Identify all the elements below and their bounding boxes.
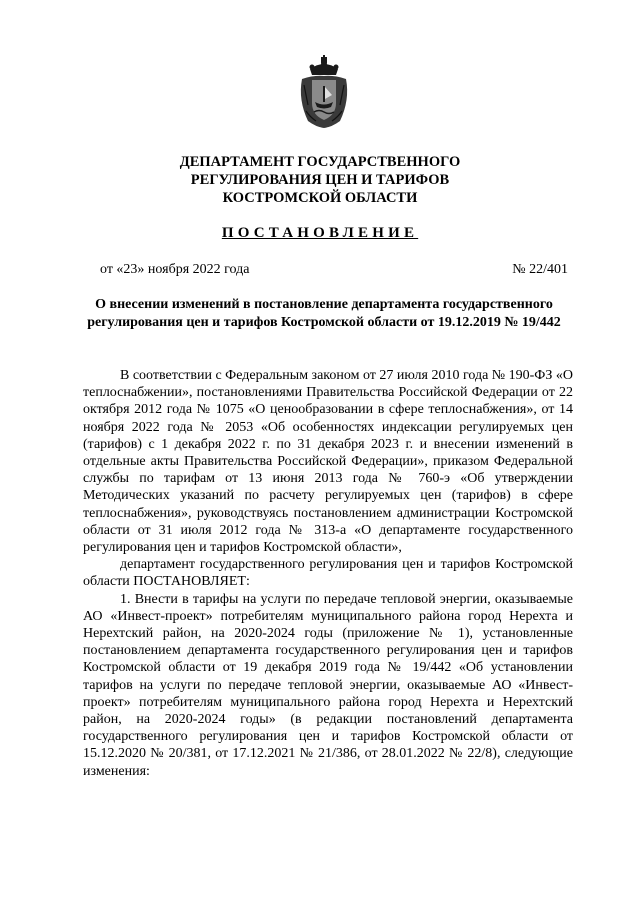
document-type-label: ПОСТАНОВЛЕНИЕ <box>221 225 419 241</box>
body-paragraph-3: 1. Внести в тарифы на услуги по передаче тепловой энергии, оказываемые АО «Инвест-проект» потребителям муниципального района город Нерехта и Нерехтский район, на 2020-2024 годы (приложение № 1), установленные постановлением департамента государственного регулирования цен и тарифов Костромской области от 19 декабря 2019 года № 19/442 «Об установлении тарифов на услуги по передаче тепловой энергии, оказываемые АО «Инвест-проект» потребителям муниципального района город Нерехта и Нерехтский район, на 2020-2024 годы» (в редакции постановлений департамента государственного регулирования цен и тарифов Костромской области от 15.12.2020 № 20/381, от 17.12.2021 № 21/386, от 28.01.2022 № 22/8), следующие изменения: <box>83 591 573 779</box>
header-line-2: РЕГУЛИРОВАНИЯ ЦЕН И ТАРИФОВ <box>190 172 450 188</box>
body-paragraph-1: В соответствии с Федеральным законом от 27 июля 2010 года № 190-ФЗ «О теплоснабжении», постановлениями Правительства Российской Федерации от 22 октября 2012 года № 1075 «О ценообразовании в сфере теплоснабжения», от 14 ноября 2022 года № 2053 «Об особенностях индексации регулируемых цен (тарифов) с 1 декабря 2022 г. по 31 декабря 2023 г. и внесении изменений в отдельные акты Правительства Российской Федерации», приказом Федеральной службы по тарифам от 13 июня 2013 года № 760-э «Об утверждении Методических указаний по расчету регулируемых цен (тарифов) в сфере теплоснабжения», руководствуясь постановлением администрации Костромской области от 31 июля 2012 года № 313-а «О департаменте государственного регулирования цен и тарифов Костромской области», <box>83 368 573 556</box>
header-line-1: ДЕПАРТАМЕНТ ГОСУДАРСТВЕННОГО <box>179 154 461 170</box>
subject-line-1: О внесении изменений в постановление департамента государственного <box>95 297 553 312</box>
document-date: от «23» ноября 2022 года <box>100 262 250 277</box>
subject-line-2: регулирования цен и тарифов Костромской области от 19.12.2019 № 19/442 <box>87 315 561 330</box>
document-subject <box>76 296 572 332</box>
document-type-title <box>0 225 640 242</box>
document-number: № 22/401 <box>512 262 568 277</box>
header-line-3: КОСТРОМСКОЙ ОБЛАСТИ <box>222 190 418 206</box>
coat-of-arms-icon <box>294 55 354 130</box>
body-paragraph-2: департамент государственного регулирования цен и тарифов Костромской области ПОСТАНОВЛЯЕТ: <box>83 557 573 590</box>
document-body <box>83 367 573 780</box>
department-header <box>0 153 640 207</box>
date-number-row <box>100 262 568 278</box>
